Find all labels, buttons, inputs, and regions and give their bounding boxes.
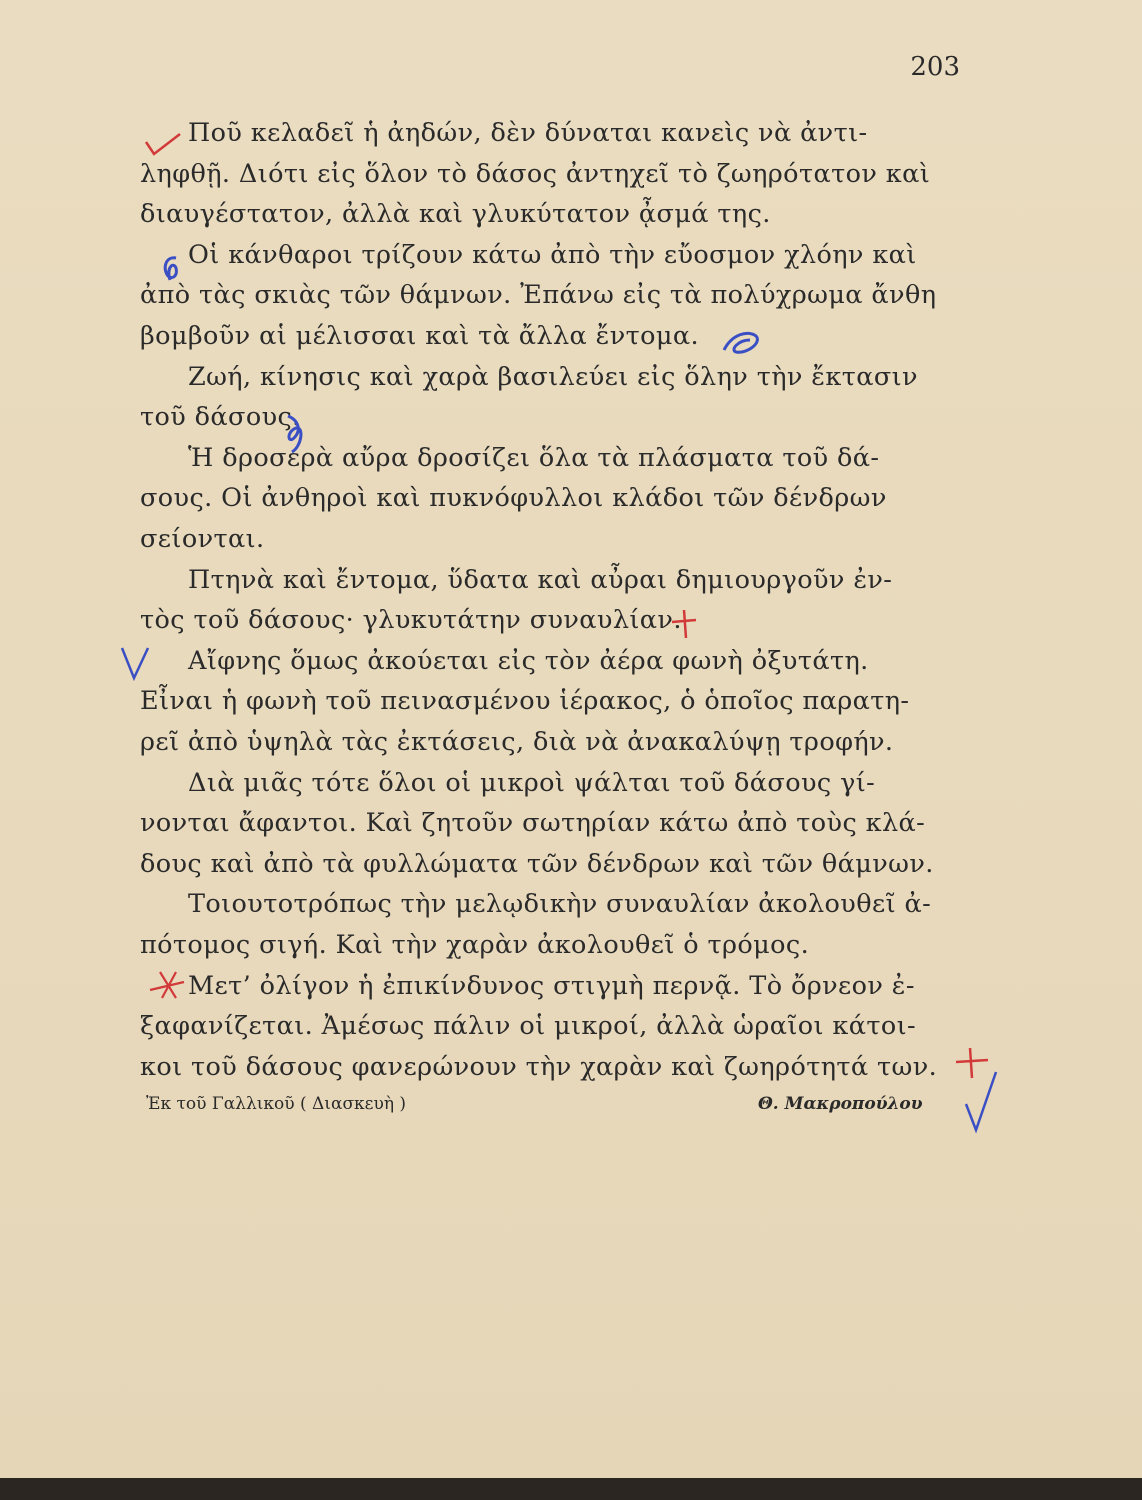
text-line: διαυγέστατον, ἀλλὰ καὶ γλυκύτατον ᾆσμά της. [140, 199, 771, 230]
text-line: Διὰ μιᾶς τότε ὅλοι οἱ μικροὶ ψάλται τοῦ δάσους γί- [188, 767, 876, 798]
source-note: Ἐκ τοῦ Γαλλικοῦ ( Διασκευὴ ) [146, 1094, 407, 1114]
text-line: δους καὶ ἀπὸ τὰ φυλλώματα τῶν δένδρων καὶ τῶν θάμνων. [140, 848, 934, 879]
text-line: σείονται. [140, 524, 265, 554]
text-line: νονται ἄφαντοι. Καὶ ζητοῦν σωτηρίαν κάτω ἀπὸ τοὺς κλά- [140, 808, 926, 839]
text-line: τὸς τοῦ δάσους· γλυκυτάτην συναυλίαν. [140, 605, 682, 636]
text-line: βομβοῦν αἱ μέλισσαι καὶ τὰ ἄλλα ἔντομα. [140, 321, 699, 351]
text-line: Τοιουτοτρόπως τὴν μελῳδικὴν συναυλίαν ἀκολουθεῖ ἀ- [188, 889, 932, 920]
text-line: Πτηνὰ καὶ ἔντομα, ὕδατα καὶ αὖραι δημιουργοῦν ἐν- [188, 564, 893, 595]
text-line: Εἶναι ἡ φωνὴ τοῦ πεινασμένου ἱέρακος, ὁ ὁποῖος παρατη- [140, 686, 910, 717]
text-line: ἀπὸ τὰς σκιὰς τῶν θάμνων. Ἐπάνω εἰς τὰ πολύχρωμα ἄνθη [140, 280, 937, 311]
text-line: Οἱ κάνθαροι τρίζουν κάτω ἀπὸ τὴν εὔοσμον χλόην καὶ [188, 239, 917, 270]
page-number: 203 [910, 52, 960, 82]
text-line: Μετ’ ὀλίγον ἡ ἐπικίνδυνος στιγμὴ περνᾷ. Τὸ ὄρνεον ἐ- [188, 970, 915, 1001]
text-line: Ζωή, κίνησις καὶ χαρὰ βασιλεύει εἰς ὅλην τὴν ἔκτασιν [188, 361, 918, 392]
text-line: κοι τοῦ δάσους φανερώνουν τὴν χαρὰν καὶ ζωηρότητά των. [140, 1051, 938, 1082]
text-line: ρεῖ ἀπὸ ὑψηλὰ τὰς ἐκτάσεις, διὰ νὰ ἀνακαλύψῃ τροφήν. [140, 727, 894, 757]
text-line: πότομος σιγή. Καὶ τὴν χαρὰν ἀκολουθεῖ ὁ τρόμος. [140, 930, 810, 960]
text-line: Ποῦ κελαδεῖ ἡ ἀηδών, δὲν δύναται κανεὶς νὰ ἀντι- [188, 118, 868, 148]
author-credit: Θ. Μακροπούλου [758, 1094, 923, 1114]
text-line: τοῦ δάσους. [140, 402, 301, 433]
text-line: Αἴφνης ὅμως ἀκούεται εἰς τὸν ἀέρα φωνὴ ὀξυτάτη. [188, 645, 869, 676]
page-edge-shadow [0, 1478, 1142, 1500]
blue-v-mark-icon [118, 644, 154, 684]
red-cross-icon [146, 968, 188, 1002]
text-line: Ἡ δροσερὰ αὔρα δροσίζει ὅλα τὰ πλάσματα τοῦ δά- [188, 442, 880, 473]
red-checkmark-icon [142, 128, 184, 160]
text-line: ληφθῇ. Διότι εἰς ὅλον τὸ δάσος ἀντηχεῖ τὸ ζωηρότατον καὶ [140, 158, 931, 189]
text-line: σους. Οἱ ἀνθηροὶ καὶ πυκνόφυλλοι κλάδοι τῶν δένδρων [140, 483, 887, 514]
text-line: ξαφανίζεται. Ἀμέσως πάλιν οἱ μικροί, ἀλλὰ ὡραῖοι κάτοι- [140, 1011, 917, 1042]
